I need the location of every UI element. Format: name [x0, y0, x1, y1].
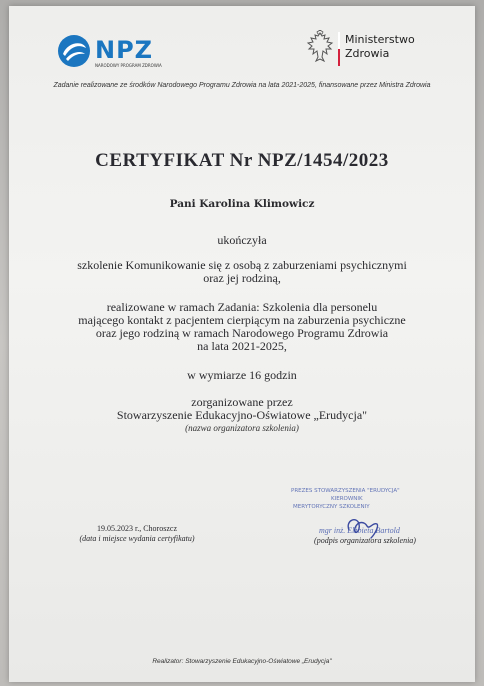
stamp-line-2: KIEROWNIK — [331, 496, 363, 502]
polish-flag-bar — [338, 32, 340, 66]
npz-wordmark: NPZ — [95, 36, 154, 64]
issue-date-caption: (data i miejsce wydania certyfikatu) — [79, 534, 195, 543]
stamp-line-3: MERYTORYCZNY SZKOLENIY — [293, 504, 370, 510]
task-line-3: oraz jego rodziną w ramach Narodowego Programu Zdrowia — [95, 326, 389, 340]
training-line-1: szkolenie Komunikowanie się z osobą z zaburzeniami psychicznymi — [77, 258, 407, 272]
ministry-name-line2: Zdrowia — [345, 47, 390, 60]
hours-text: w wymiarze 16 godzin — [187, 368, 297, 382]
npz-logo — [57, 32, 167, 72]
certificate-title: CERTYFIKAT Nr NPZ/1454/2023 — [95, 150, 389, 171]
organizer-name: Stowarzyszenie Edukacyjno-Oświatowe „Erudycja" — [116, 408, 368, 422]
ministry-name-line1: Ministerstwo — [345, 33, 415, 46]
task-line-2: mającego kontakt z pacjentem cierpiącym na zaburzenia psychiczne — [78, 313, 406, 327]
polish-eagle-icon — [305, 30, 335, 66]
issue-date-place: 19.05.2023 r., Choroszcz — [97, 524, 177, 533]
npz-subtitle: NARODOWY PROGRAM ZDROWIA — [95, 63, 162, 68]
stamp-line-1: PREZES STOWARZYSZENIA "ERUDYCJA" — [291, 488, 400, 494]
organizer-caption: (nazwa organizatora szkolenia) — [185, 423, 299, 433]
task-line-1: realizowane w ramach Zadania: Szkolenia dla personelu — [106, 300, 378, 314]
recipient-name: Pani Karolina Klimowicz — [169, 198, 315, 210]
certificate-sheet — [9, 6, 475, 682]
signature-caption: (podpis organizatora szkolenia) — [314, 536, 416, 545]
task-line-4: na lata 2021-2025, — [197, 339, 287, 353]
npz-swirl-icon — [57, 34, 91, 68]
training-line-2: oraz jej rodziną, — [203, 271, 281, 285]
ministry-logo — [305, 30, 455, 70]
completed-text: ukończyła — [217, 233, 267, 247]
organized-by-text: zorganizowane przez — [191, 395, 293, 409]
stamp-name: mgr inż. Elżbieta Bartold — [319, 526, 400, 535]
funding-note: Zadanie realizowane ze środków Narodowego Programu Zdrowia na lata 2021-2025, finansowane przez Ministra Zdrowia — [53, 82, 431, 89]
realizator-footer: Realizator: Stowarzyszenie Edukacyjno-Oświatowe „Erudycja" — [152, 658, 332, 665]
